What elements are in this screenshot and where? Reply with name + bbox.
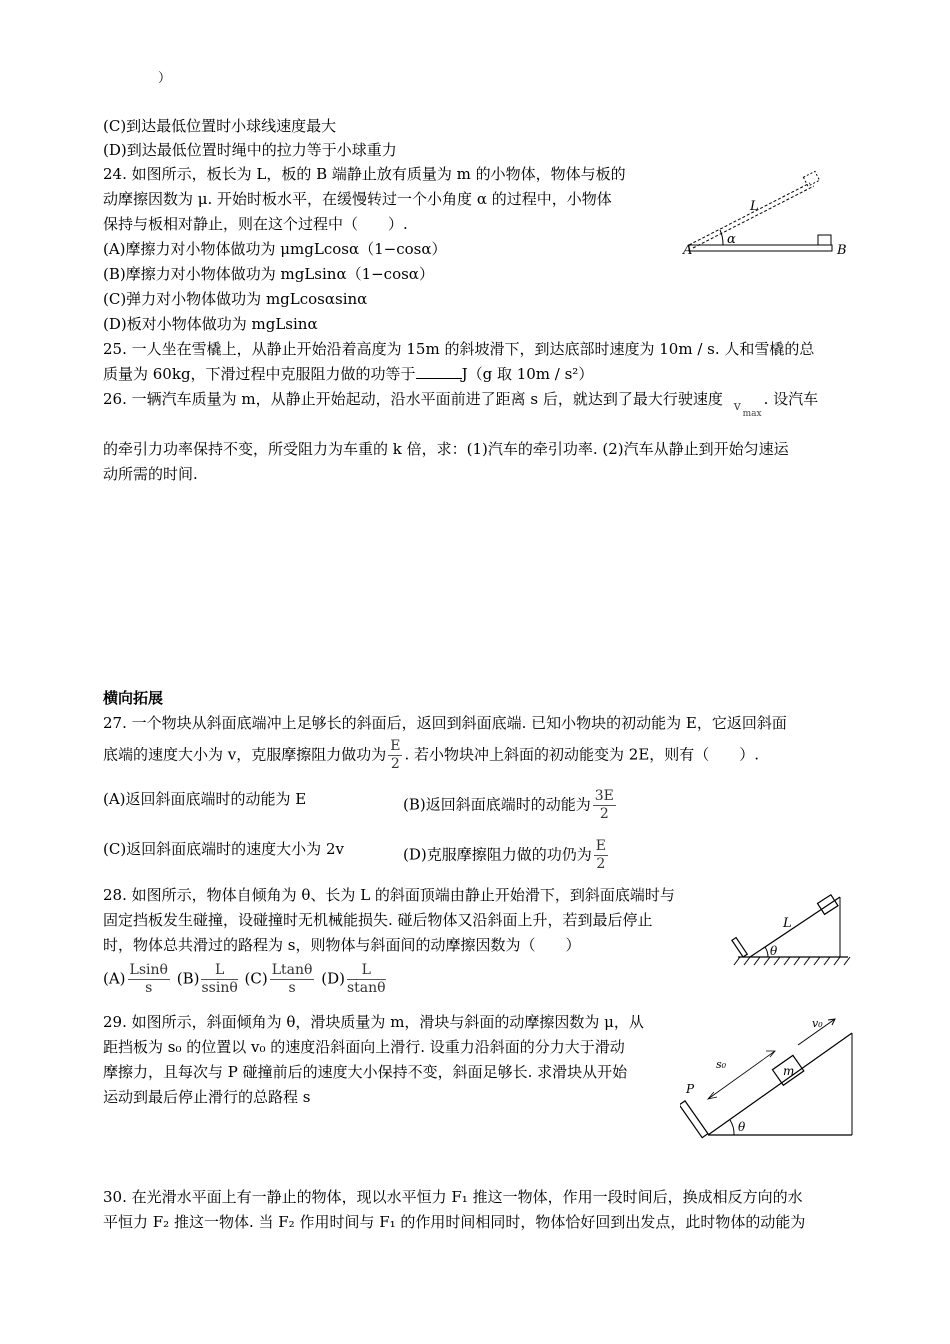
q28-option-a-den: s	[145, 980, 153, 996]
q28-option-d-fraction	[347, 962, 386, 997]
q24-fig-label-b: B	[837, 243, 847, 258]
q28-fig-label-theta: θ	[770, 944, 778, 958]
q28-option-b-num: L	[201, 962, 237, 980]
q24-option-a: (A)摩擦力对小物体做功为 μmgLcosα（1−cosα）	[103, 240, 447, 258]
q24-option-c: (C)弹力对小物体做功为 mgLcosαsinα	[103, 290, 368, 308]
q29-stem-line-4: 运动到最后停止滑行的总路程 s	[103, 1088, 311, 1106]
q28-option-b-den: ssinθ	[201, 980, 238, 996]
q29-stem-line-1: 29. 如图所示，斜面倾角为 θ，滑块质量为 m，滑块与斜面的动摩擦因数为 μ，从	[103, 1013, 644, 1031]
q26-vmax-sub: max	[742, 409, 762, 419]
q26-stem-line-2: 的牵引力功率保持不变，所受阻力为车重的 k 倍，求：(1)汽车的牵引功率. (2)汽车从静止到开始匀速运	[103, 440, 789, 458]
top-fragment: ）	[158, 71, 172, 86]
q24-fig-label-alpha: α	[727, 232, 736, 247]
q29-stem-line-2: 距挡板为 s₀ 的位置以 v₀ 的速度沿斜面向上滑行. 设重力沿斜面的分力大于滑动	[103, 1038, 625, 1056]
q29-incline-figure	[680, 1013, 855, 1143]
q27-option-d-text: (D)克服摩擦阻力做的功仍为	[403, 845, 592, 864]
q25-answer-blank	[416, 364, 462, 379]
q27-option-d-fraction	[594, 838, 608, 873]
q28-option-a-label: (A)	[103, 969, 126, 988]
q25-stem-line-1: 25. 一人坐在雪橇上，从静止开始沿着高度为 15m 的斜坡滑下，到达底部时速度为 10m / s. 人和雪橇的总	[103, 340, 815, 358]
q28-options	[103, 962, 388, 997]
q24-stem-line-1: 24. 如图所示，板长为 L，板的 B 端静止放有质量为 m 的小物体，物体与板的	[103, 165, 626, 183]
q28-option-b-fraction	[201, 962, 237, 997]
q24-stem-line-2: 动摩擦因数为 μ. 开始时板水平，在缓慢转过一个小角度 α 的过程中，小物体	[103, 190, 612, 208]
q28-option-a-fraction	[128, 962, 170, 997]
q26-text-a: 26. 一辆汽车质量为 m，从静止开始起动，沿水平面前进了距离 s 后，就达到了最大行驶速度	[103, 390, 723, 408]
q28-option-c-fraction	[270, 962, 315, 997]
q27-stem-line-1: 27. 一个物块从斜面底端冲上足够长的斜面后，返回到斜面底端. 已知小物块的初动能为 E，它返回斜面	[103, 714, 787, 732]
q27-frac-den: 2	[390, 756, 400, 772]
q28-stem-line-3: 时，物体总共滑过的路程为 s，则物体与斜面间的动摩擦因数为（ ）	[103, 936, 581, 954]
q28-stem-line-1: 28. 如图所示，物体自倾角为 θ、长为 L 的斜面顶端由静止开始滑下，到斜面底端时与	[103, 886, 675, 904]
q27-option-b-den: 2	[599, 806, 609, 822]
q29-fig-label-p: P	[686, 1082, 695, 1096]
q27-frac-num: E	[390, 738, 401, 754]
q27-option-b-text: (B)返回斜面底端时的动能为	[403, 795, 591, 814]
q29-fig-label-s0: s₀	[716, 1058, 727, 1071]
q28-option-d-label: (D)	[321, 969, 345, 988]
q26-text-b: . 设汽车	[763, 390, 819, 408]
q24-fig-label-a: A	[683, 243, 693, 258]
q28-stem-line-2: 固定挡板发生碰撞，设碰撞时无机械能损失. 碰后物体又沿斜面上升，若到最后停止	[103, 911, 653, 929]
q25-text-before-blank: 质量为 60kg，下滑过程中克服阻力做的功等于	[103, 365, 416, 383]
q24-stem-line-3: 保持与板相对静止，则在这个过程中（ ）.	[103, 215, 408, 233]
q30-stem-line-1: 30. 在光滑水平面上有一静止的物体，现以水平恒力 F₁ 推这一物体，作用一段时间后，换成相反方向的水	[103, 1188, 803, 1206]
q27-text-b: . 若小物块冲上斜面的初动能变为 2E，则有（ ）.	[404, 745, 760, 764]
q25-stem-line-2	[103, 363, 593, 385]
q27-fraction-e-over-2	[388, 738, 402, 773]
q27-option-b	[403, 788, 618, 823]
q27-option-d-den: 2	[596, 856, 606, 872]
q29-stem-line-3: 摩擦力，且每次与 P 碰撞前后的速度大小保持不变，斜面足够长. 求滑块从开始	[103, 1063, 628, 1081]
q29-fig-label-theta: θ	[738, 1120, 746, 1134]
q26-vmax-symbol	[728, 388, 764, 419]
q27-option-d-num: E	[595, 838, 606, 854]
q28-option-c-num: Ltanθ	[271, 962, 313, 978]
q26-stem-line-1	[103, 388, 819, 419]
q28-option-b-label: (B)	[176, 969, 200, 988]
q23-option-d: (D)到达最低位置时绳中的拉力等于小球重力	[103, 141, 397, 159]
q25-text-after-blank: J（g 取 10m / s²）	[461, 365, 594, 383]
section-title: 横向拓展	[103, 689, 164, 707]
q28-option-d-num: L	[347, 962, 386, 980]
q27-option-a: (A)返回斜面底端时的动能为 E	[103, 790, 307, 808]
q28-option-d-den: stanθ	[346, 980, 386, 996]
q27-option-b-num: 3E	[594, 788, 614, 804]
q28-fig-label-l: L	[783, 916, 792, 931]
q27-option-d	[403, 838, 610, 873]
q30-stem-line-2: 平恒力 F₂ 推这一物体. 当 F₂ 作用时间与 F₁ 的作用时间相同时，物体恰好回到出发点，此时物体的动能为	[103, 1213, 806, 1231]
q27-option-b-fraction	[593, 788, 616, 823]
q24-option-b: (B)摩擦力对小物体做功为 mgLsinα（1−cosα）	[103, 265, 434, 283]
q27-option-c: (C)返回斜面底端时的速度大小为 2v	[103, 840, 344, 858]
q23-option-c: (C)到达最低位置时小球线速度最大	[103, 117, 337, 135]
q26-vmax-v: v	[733, 399, 741, 414]
q28-option-c-label: (C)	[244, 969, 268, 988]
q28-option-a-num: Lsinθ	[129, 962, 168, 978]
q26-stem-line-3: 动所需的时间.	[103, 465, 198, 483]
q27-text-a: 底端的速度大小为 v，克服摩擦阻力做功为	[103, 745, 387, 764]
q24-option-d: (D)板对小物体做功为 mgLsinα	[103, 315, 318, 333]
q29-fig-label-v0: v₀	[812, 1017, 823, 1030]
q28-incline-figure	[728, 885, 853, 970]
q28-option-c-den: s	[288, 980, 296, 996]
q29-fig-label-m: m	[783, 1064, 795, 1078]
q24-board-figure	[675, 168, 855, 263]
q27-stem-line-2	[103, 738, 759, 773]
q24-fig-label-l: L	[750, 199, 759, 214]
